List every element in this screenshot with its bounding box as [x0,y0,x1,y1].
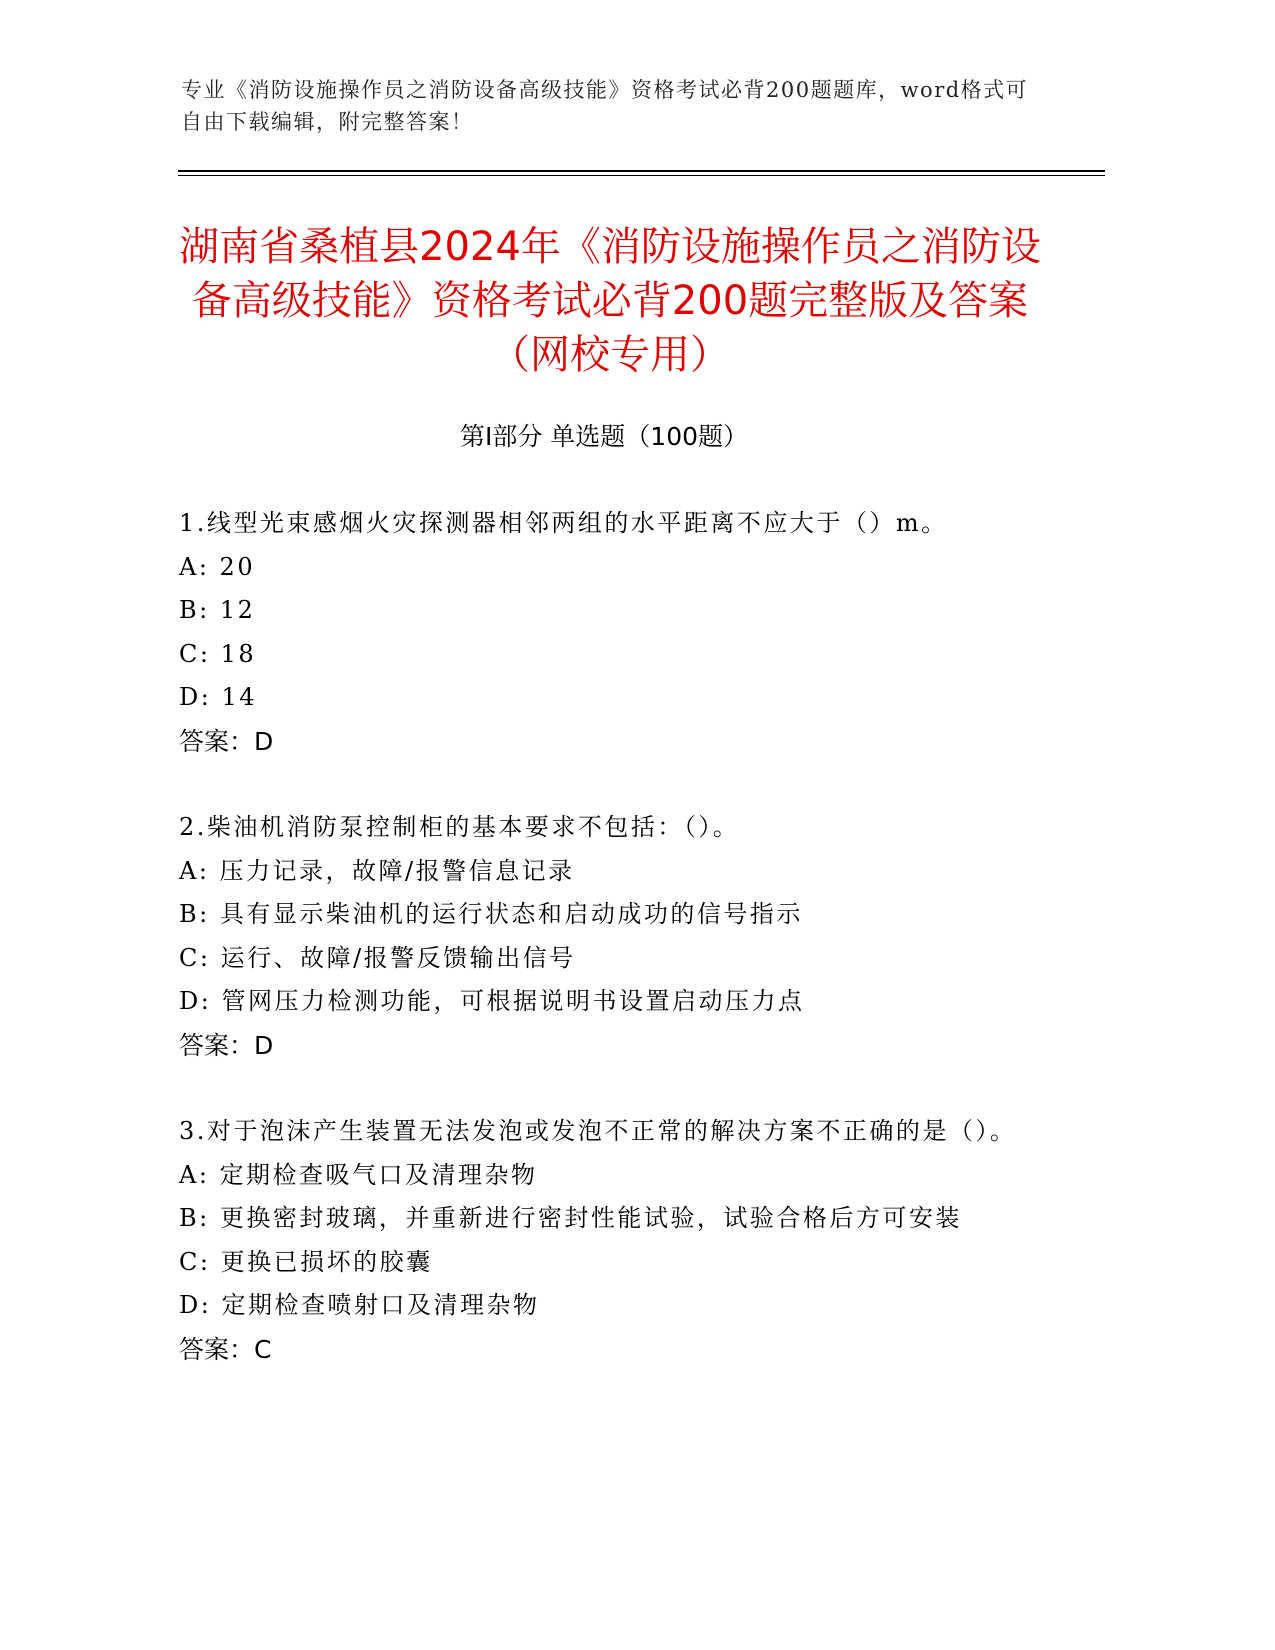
question-1 [179,502,1029,763]
option-b: B: 具有显示柴油机的运行状态和启动成功的信号指示 [179,900,803,928]
question-list [179,502,1029,1414]
answer: 答案：D [179,1030,274,1060]
answer: 答案：D [179,726,274,756]
answer: 答案：C [179,1334,272,1364]
question-2 [179,806,1029,1067]
option-d: D: 定期检查喷射口及清理杂物 [179,1291,540,1319]
header-divider-thin [178,175,1105,176]
header-note: 专业《消防设施操作员之消防设备高级技能》资格考试必背200题题库，word格式可自由下载编辑，附完整答案！ [181,78,1029,134]
section-title: 第I部分 单选题（100题） [459,422,749,451]
option-c: C: 更换已损坏的胶囊 [179,1247,433,1276]
option-c: C: 运行、故障/报警反馈输出信号 [179,943,576,972]
header-divider [178,170,1105,172]
option-c: C: 18 [179,639,257,668]
option-a: A: 定期检查吸气口及清理杂物 [179,1160,538,1189]
option-a: A: 压力记录，故障/报警信息记录 [179,856,575,885]
option-d: D: 管网压力检测功能，可根据说明书设置启动压力点 [179,987,805,1015]
option-b: B: 更换密封玻璃，并重新进行密封性能试验，试验合格后方可安装 [179,1204,962,1232]
question-stem: 1.线型光束感烟火灾探测器相邻两组的水平距离不应大于（）m。 [179,509,948,537]
option-d: D: 14 [179,683,257,711]
option-b: B: 12 [179,596,256,624]
question-stem: 3.对于泡沫产生装置无法发泡或发泡不正常的解决方案不正确的是（）。 [179,1117,1017,1145]
question-stem: 2.柴油机消防泵控制柜的基本要求不包括：（）。 [179,813,740,841]
option-a: A: 20 [179,552,256,581]
document-title: 湖南省桑植县2024年《消防设施操作员之消防设备高级技能》资格考试必背200题完整版及答案（网校专用） [179,224,1041,378]
question-3 [179,1110,1029,1371]
